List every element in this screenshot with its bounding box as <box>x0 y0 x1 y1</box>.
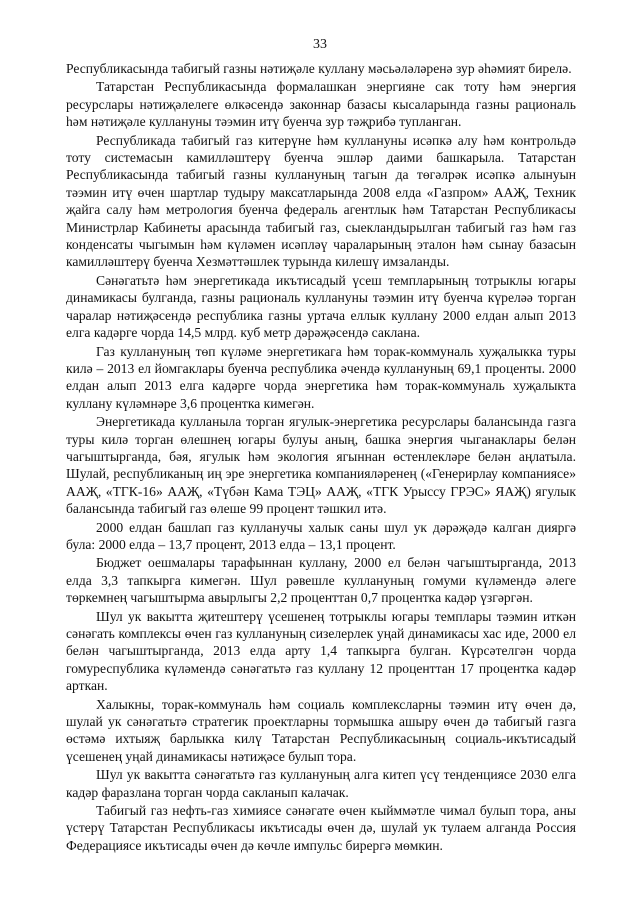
paragraph-additional-demand: Халыкны, торак-коммуналь һәм социаль комплексларны тәэмин итү өчен дә, шулай ук сәнәгатьтә стратегик проектларны тормышка ашыру өчен дә табигый газга өстәмә ихтыяҗ барлыкка килү Татарстан Республикасының социаль-икътисадый үсешенең уңай динамикасы нәтиҗәсе булып тора. <box>66 696 576 764</box>
paragraph-fuel-balance: Энергетикада кулланыла торган ягулык-энергетика ресурслары балансында газга туры килә торган өлешнең югары булуы аның, башка энергия чыганаклары белән чагыштырганда, бәя, ягулык һәм экология ягыннан өстенлекләре белән аңлатыла. Шулай, республиканың иң эре энергетика компанияләренең («Генерирлау компаниясе» ААҖ, «ТГК-16» ААҖ, «Түбән Кама ТЭЦ» ААҖ, «ТГК Урыссу ГРЭС» ЯАҖ) ягулык балансында табигый газ өлеше 99 процент тәшкил итә. <box>66 414 576 517</box>
paragraph-population-consumption: 2000 елдан башлап газ кулланучы халык саны шул ук дәрәҗәдә калган дияргә була: 2000 елда – 13,7 процент, 2013 елда – 13,1 процент. <box>66 519 576 552</box>
paragraph-budget-organizations: Бюджет оешмалары тарафыннан куллану, 2000 ел белән чагыштырганда, 2013 елда 3,3 тапкырга кимегән. Шул рәвешле куллануның гомуми күләмендә әлеге төркемнең чагыштырма авырлыгы 2,2 проценттан 0,7 процентка кадәр үзгәргән. <box>66 555 576 606</box>
paragraph-gas-metering-agreement: Республикада табигый газ китерүне һәм куллануны исәпкә алу һәм контрольдә тоту системасын камилләштерү буенча эшләр даими башкарыла. Татарстан Республикасында табигый газны куллануның тагын да төгәлрәк исәпкә алынуын тәэмин итү өчен шартлар тудыру максатларында 2008 елда «Газпром» ААҖ, Техник җайга салу һәм метрология буенча федераль агентлык һәм Татарстан Республикасы Министрлар Кабинеты арасында табигый газ, сыекландырылган табигый газ һәм газ конденсаты чыгымын һәм күләмен исәпләү чараларының эталон һәм сынау базасын камилләштерү буенча Хезмәттәшлек турында килешү имзаланды. <box>66 132 576 270</box>
paragraph-continuation: Республикасында табигый газны нәтиҗәле куллану мәсьәләләренә зур әһәмият бирелә. <box>66 61 572 76</box>
paragraph-industrial-growth: Шул ук вакытта җитештерү үсешенең тотрыклы югары темплары тәэмин иткән сәнәгать комплексы өчен газ куллануның сизелерлек уңай динамикасы хас иде, 2000 ел белән чагыштырганда, 2013 елда арту 1,4 тапкырга булган. Күрсәтелгән чорда гомуреспублика күләмендә сәнәгатьтә газ куллану 12 проценттан 17 процентка кадәр арткан. <box>66 608 576 694</box>
page-number: 33 <box>313 37 327 52</box>
paragraph-annual-consumption: Сәнәгатьтә һәм энергетикада икътисадый үсеш темпларының тотрыклы югары динамикасы булганда, газны рациональ куллануны тәэмин итү буенча күреләә торган чаралар нәтиҗәсендә республика газны уртача еллык куллану 2000 елдан алып 2013 елга кадәрге чорда 14,5 млрд. куб метр дәрәҗәсендә саклана. <box>66 272 576 341</box>
paragraph-trend-forecast: Шул ук вакытта сәнәгатьтә газ куллануның алга китеп үсү тенденциясе 2030 елга кадәр фаразлана торган чорда сакланып калачак. <box>66 767 576 800</box>
body-text <box>66 60 576 855</box>
paragraph-energy-housing-share: Газ куллануның төп күләме энергетикага һәм торак-коммуналь хуҗалыкка туры килә – 2013 ел йомгаклары буенча республика әчендә куллануның 69,1 проценты. 2000 елдан алып 2013 елга кадәрге чорда энергетика һәм торак-коммуналь хуҗалыкта куллану күләмнәре 3,6 процентка кимегән. <box>66 343 576 411</box>
paragraph-petrochemical-feedstock: Табигый газ нефть-газ химиясе сәнәгате өчен кыйммәтле чимал булып тора, аны үстерү Татарстан Республикасы икътисады өчен дә, шулай ук тулаем алганда Россия Федерациясе икътисады өчен дә көчле импульс бирергә мөмкин. <box>66 803 576 853</box>
paragraph-energy-saving-legislation: Татарстан Республикасында формалашкан энергияне сак тоту һәм энергия ресурслары нәтиҗәлелеге өлкәсендә законнар базасы кысаларында газны рациональ һәм нәтиҗәле куллануны тәэмин итү буенча зур тәҗрибә тупланган. <box>66 79 576 130</box>
